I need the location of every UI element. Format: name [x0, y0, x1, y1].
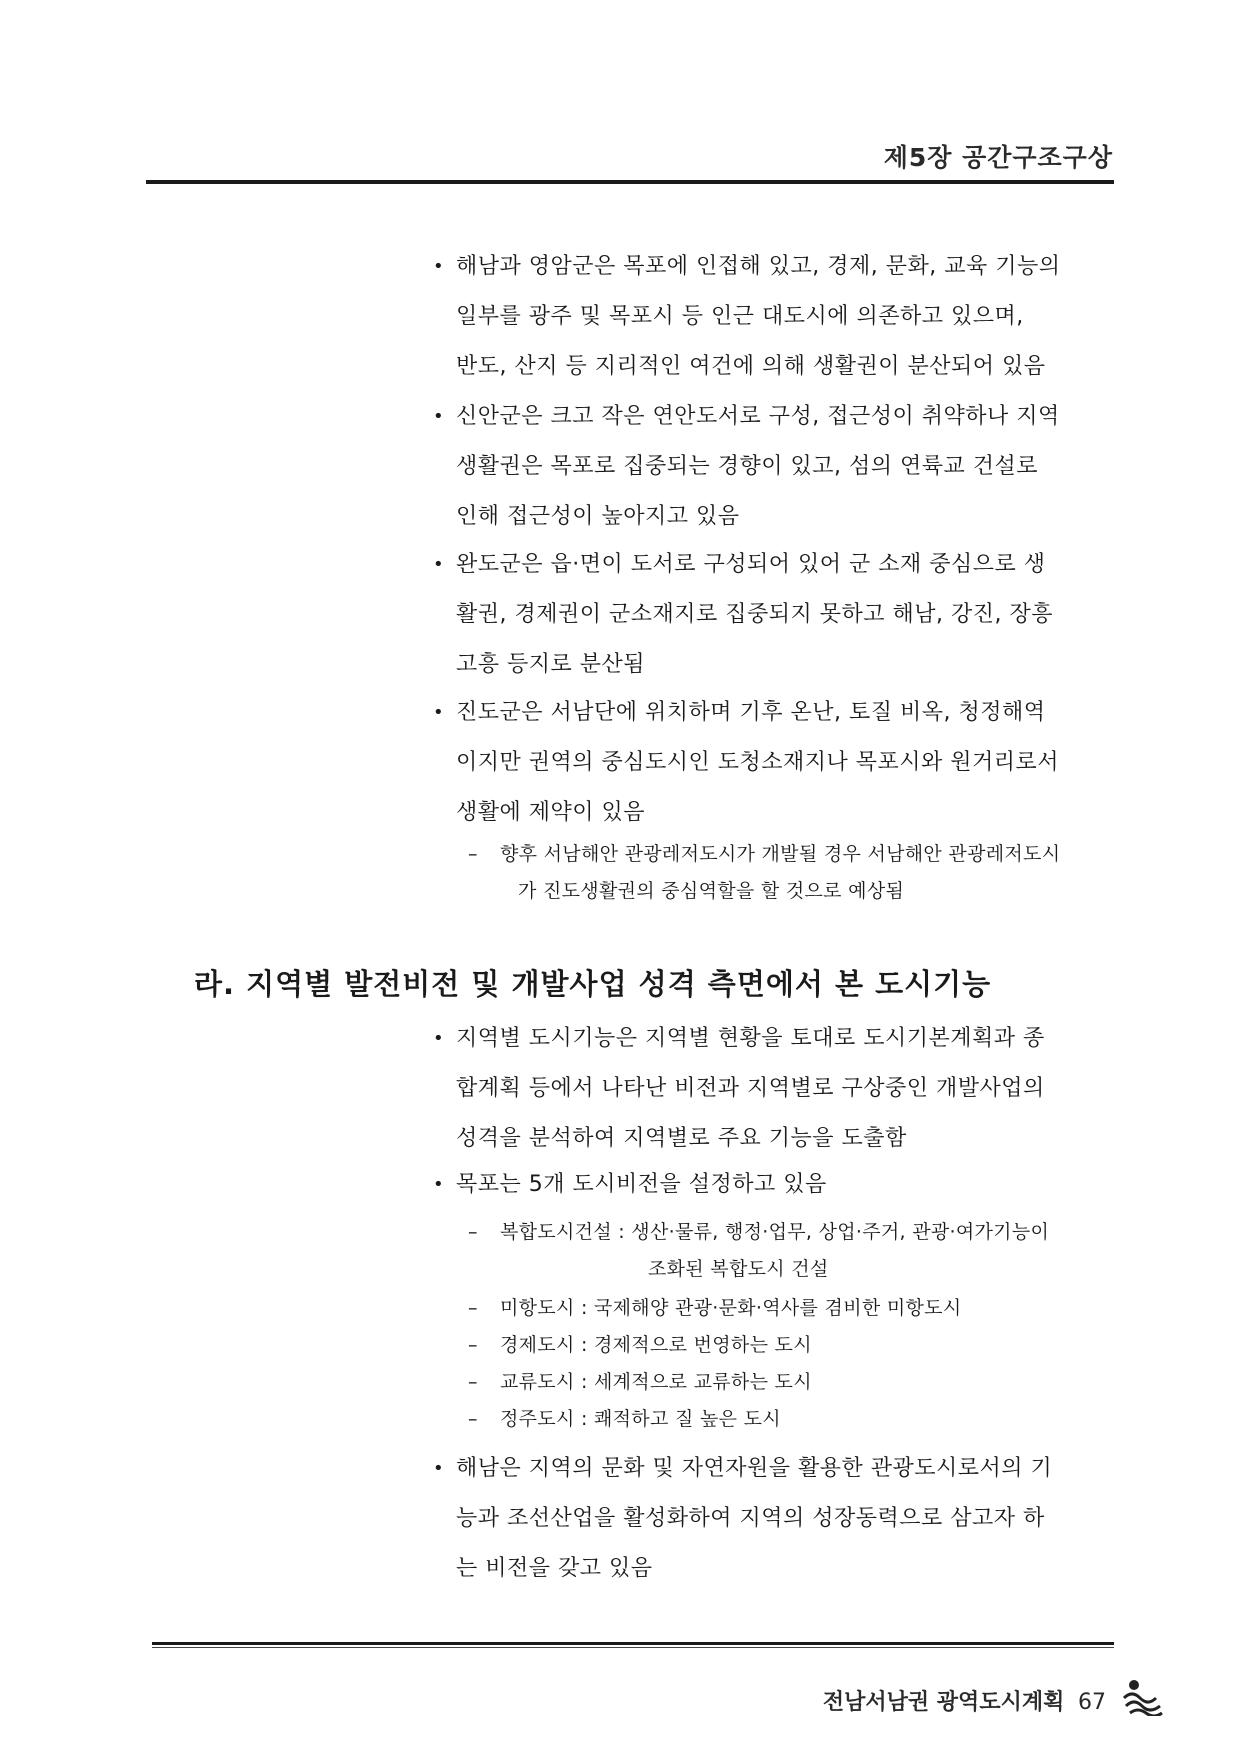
bullet-item-jindo — [433, 688, 1116, 838]
footer-label — [823, 1685, 1106, 1716]
text-line: 성격을 분석하여 지역별로 주요 기능을 도출함 — [456, 1126, 907, 1151]
bullet-dot: • — [433, 256, 445, 277]
bullet-item-wando — [433, 540, 1116, 690]
text-line: 목포는 5개 도시비전을 설정하고 있음 — [456, 1172, 827, 1197]
text-line: 복합도시건설 : 생산·물류, 행정·업무, 상업·주거, 관광·여가기능이 — [500, 1221, 1050, 1243]
text-line: 진도군은 서남단에 위치하며 기후 온난, 토질 비옥, 청정해역 — [456, 700, 1046, 725]
text-line: 고흥 등지로 분산됨 — [456, 652, 646, 677]
text-line: 경제도시 : 경제적으로 번영하는 도시 — [500, 1334, 812, 1356]
text-line: 향후 서남해안 관광레저도시가 개발될 경우 서남해안 관광레저도시 — [500, 843, 1061, 865]
bullet-item-sinan — [433, 392, 1116, 542]
text-line: 반도, 산지 등 지리적인 여건에 의해 생활권이 분산되어 있음 — [456, 354, 1046, 379]
section-heading: 라. 지역별 발전비전 및 개발사업 성격 측면에서 본 도시기능 — [194, 967, 992, 1001]
text-line: 는 비전을 갖고 있음 — [456, 1556, 653, 1581]
dash-mark: – — [468, 1334, 478, 1356]
dash-item-exchange-city — [468, 1364, 1120, 1401]
dash-mark: – — [468, 1221, 478, 1243]
footer-rule — [152, 1642, 1114, 1645]
text-line: 능과 조선산업을 활성화하여 지역의 성장동력으로 삼고자 하 — [456, 1506, 1045, 1531]
text-line: 정주도시 : 쾌적하고 질 높은 도시 — [500, 1408, 781, 1430]
bullet-dot: • — [433, 1458, 445, 1479]
text-line: 해남은 지역의 문화 및 자연자원을 활용한 관광도시로서의 기 — [456, 1456, 1053, 1481]
text-line: 해남과 영암군은 목포에 인접해 있고, 경제, 문화, 교육 기능의 — [456, 254, 1061, 279]
dash-item-jindo-forecast — [468, 836, 1120, 910]
header-rule — [146, 180, 1114, 184]
text-line: 신안군은 크고 작은 연안도서로 구성, 접근성이 취약하나 지역 — [456, 404, 1060, 429]
bullet-dot: • — [433, 702, 445, 723]
bullet-item-haenam-vision — [433, 1444, 1116, 1594]
text-line: 생활에 제약이 있음 — [456, 800, 646, 825]
dash-item-port-city — [468, 1290, 1120, 1327]
bullet-dot: • — [433, 1028, 445, 1049]
text-line: 미항도시 : 국제해양 관광·문화·역사를 겸비한 미항도시 — [500, 1297, 962, 1319]
dash-mark: – — [468, 1297, 478, 1319]
bullet-item-haenam-yeongam — [433, 242, 1116, 392]
text-line: 생활권은 목포로 집중되는 경향이 있고, 섬의 연륙교 건설로 — [456, 454, 1038, 479]
dash-item-settlement-city — [468, 1401, 1120, 1438]
dash-item-economic-city — [468, 1327, 1120, 1364]
bullet-dot: • — [433, 406, 445, 427]
footer-rule-thin — [152, 1647, 1114, 1648]
dash-mark: – — [468, 1408, 478, 1430]
wave-logo-icon — [1120, 1676, 1164, 1716]
text-line: 조화된 복합도시 건설 — [648, 1258, 829, 1280]
text-line: 합계획 등에서 나타난 비전과 지역별로 구상중인 개발사업의 — [456, 1076, 1045, 1101]
dash-mark: – — [468, 1371, 478, 1393]
page-number: 67 — [1078, 1690, 1106, 1715]
dash-mark: – — [468, 843, 478, 865]
text-line: 이지만 권역의 중심도시인 도청소재지나 목포시와 원거리로서 — [456, 750, 1060, 775]
dash-item-complex-city — [468, 1214, 1120, 1288]
text-line: 교류도시 : 세계적으로 교류하는 도시 — [500, 1371, 812, 1393]
text-line: 가 진도생활권의 중심역할을 할 것으로 예상됨 — [518, 880, 905, 902]
plan-title: 전남서남권 광역도시계획 — [822, 1690, 1065, 1715]
bullet-item-regional-function — [433, 1014, 1116, 1164]
text-line: 인해 접근성이 높아지고 있음 — [456, 504, 740, 529]
bullet-dot: • — [433, 554, 445, 575]
bullet-dot: • — [433, 1174, 445, 1195]
text-line: 일부를 광주 및 목포시 등 인근 대도시에 의존하고 있으며, — [456, 304, 1024, 329]
text-line: 완도군은 읍·면이 도서로 구성되어 있어 군 소재 중심으로 생 — [456, 552, 1046, 577]
chapter-title: 제5장 공간구조구상 — [883, 143, 1113, 172]
text-line: 활권, 경제권이 군소재지로 집중되지 못하고 해남, 강진, 장흥 — [456, 602, 1053, 627]
bullet-item-mokpo-vision — [433, 1160, 1116, 1210]
text-line: 지역별 도시기능은 지역별 현황을 토대로 도시기본계획과 종 — [456, 1026, 1045, 1051]
